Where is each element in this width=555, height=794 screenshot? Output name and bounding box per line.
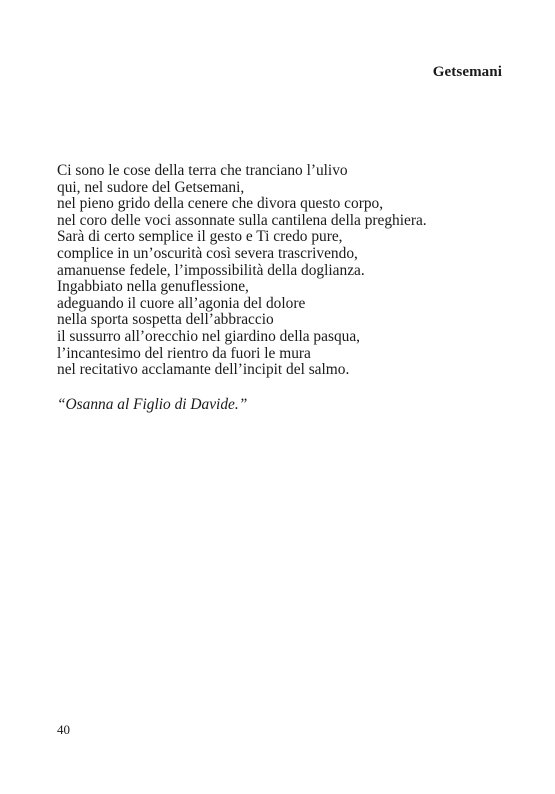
closing-quote: “Osanna al Figlio di Davide.” (57, 396, 248, 413)
poem-line: amanuense fedele, l’impossibilità della doglianza. (57, 261, 365, 279)
poem-line: Ingabbiato nella genuflessione, (57, 278, 249, 296)
poem-line: nella sporta sospetta dell’abbraccio (57, 311, 274, 329)
poem-line: nel recitativo acclamante dell’incipit del salmo. (57, 361, 350, 379)
page-number: 40 (57, 722, 70, 737)
poem-body (57, 163, 517, 379)
poem-line: Sarà di certo semplice il gesto e Ti credo pure, (57, 228, 343, 246)
poem-line: qui, nel sudore del Getsemani, (57, 178, 245, 196)
poem-line: nel pieno grido della cenere che divora questo corpo, (57, 195, 384, 213)
poem-line: l’incantesimo del rientro da fuori le mura (57, 344, 311, 362)
page-title: Getsemani (432, 64, 502, 80)
poem-line: nel coro delle voci assonnate sulla cantilena della preghiera. (57, 211, 427, 229)
poem-line: adeguando il cuore all’agonia del dolore (57, 294, 306, 312)
poem-line: il sussurro all’orecchio nel giardino della pasqua, (57, 327, 361, 345)
poem-line: complice in un’oscurità così severa trascrivendo, (57, 244, 358, 262)
poem-line: Ci sono le cose della terra che tranciano l’ulivo (57, 162, 348, 179)
